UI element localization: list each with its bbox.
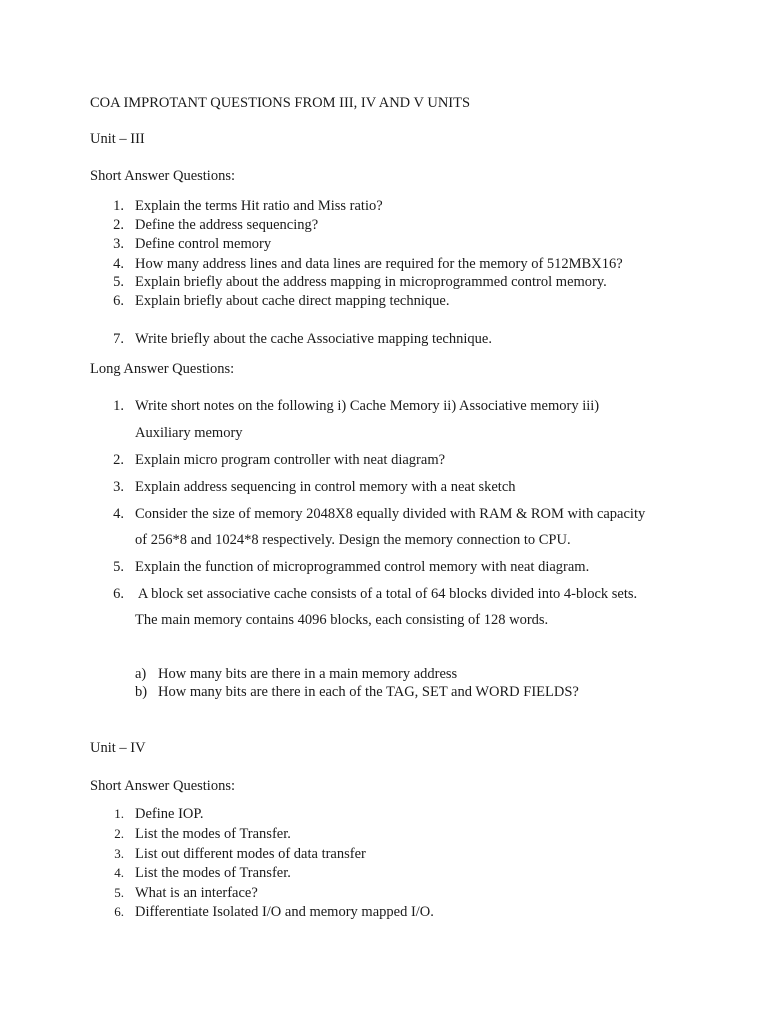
list-item: Explain the terms Hit ratio and Miss ratio? — [135, 198, 383, 214]
list-item: Write briefly about the cache Associative mapping technique. — [135, 331, 492, 347]
list-item-line: The main memory contains 4096 blocks, each consisting of 128 words. — [135, 612, 549, 628]
list-item: How many address lines and data lines are required for the memory of 512MBX16? — [135, 256, 623, 272]
sub-question: How many bits are there in a main memory address — [158, 666, 458, 682]
list-item-number: 2. — [114, 826, 124, 841]
list-item-line: Auxiliary memory — [135, 425, 243, 441]
list-item-line: Explain micro program controller with neat diagram? — [135, 452, 446, 468]
list-item: Explain briefly about the address mapping in microprogrammed control memory. — [135, 274, 607, 290]
list-item-number: 1. — [113, 198, 124, 214]
unit-3-long-heading: Long Answer Questions: — [90, 361, 235, 377]
list-item: What is an interface? — [135, 885, 258, 901]
unit-4-short-heading: Short Answer Questions: — [90, 778, 235, 794]
list-item-number: 5. — [114, 885, 124, 900]
list-item-line: Consider the size of memory 2048X8 equally divided with RAM & ROM with capacity — [135, 506, 646, 522]
list-item-number: 6. — [114, 904, 124, 919]
document-title: COA IMPROTANT QUESTIONS FROM III, IV AND V UNITS — [90, 95, 471, 111]
list-item-line: Explain address sequencing in control memory with a neat sketch — [135, 479, 516, 495]
list-item: Define IOP. — [135, 806, 204, 822]
list-item: List the modes of Transfer. — [135, 865, 291, 881]
list-item-number: 6. — [113, 586, 124, 602]
list-item: List the modes of Transfer. — [135, 826, 291, 842]
unit-3-short-heading: Short Answer Questions: — [90, 168, 235, 184]
list-item-number: 5. — [113, 559, 124, 575]
sub-question-label: b) — [135, 684, 148, 700]
unit-3-heading: Unit – III — [90, 131, 145, 147]
sub-question-label: a) — [135, 666, 147, 682]
list-item: Define the address sequencing? — [135, 217, 319, 233]
list-item-number: 5. — [113, 274, 124, 290]
list-item-number: 3. — [113, 236, 124, 252]
list-item-number: 2. — [113, 217, 124, 233]
list-item: List out different modes of data transfer — [135, 846, 366, 862]
list-item: Explain briefly about cache direct mapping technique. — [135, 293, 450, 309]
list-item-line: of 256*8 and 1024*8 respectively. Design the memory connection to CPU. — [135, 532, 571, 548]
list-item-line: Explain the function of microprogrammed control memory with neat diagram. — [135, 559, 590, 575]
list-item-number: 1. — [114, 806, 124, 821]
list-item-number: 6. — [113, 293, 124, 309]
list-item-number: 2. — [113, 452, 124, 468]
list-item-number: 1. — [113, 398, 124, 414]
sub-question: How many bits are there in each of the TAG, SET and WORD FIELDS? — [158, 684, 579, 700]
list-item-number: 4. — [114, 865, 124, 880]
list-item-number: 3. — [113, 479, 124, 495]
list-item-number: 4. — [113, 506, 124, 522]
list-item: Define control memory — [135, 236, 272, 252]
list-item-number: 4. — [113, 256, 124, 272]
unit-4-heading: Unit – IV — [90, 740, 146, 756]
list-item-number: 7. — [113, 331, 124, 347]
list-item-line: Write short notes on the following i) Cache Memory ii) Associative memory iii) — [135, 398, 600, 414]
list-item: Differentiate Isolated I/O and memory mapped I/O. — [135, 904, 434, 920]
list-item-number: 3. — [114, 846, 124, 861]
list-item-line: A block set associative cache consists of a total of 64 blocks divided into 4-block sets. — [135, 586, 638, 602]
